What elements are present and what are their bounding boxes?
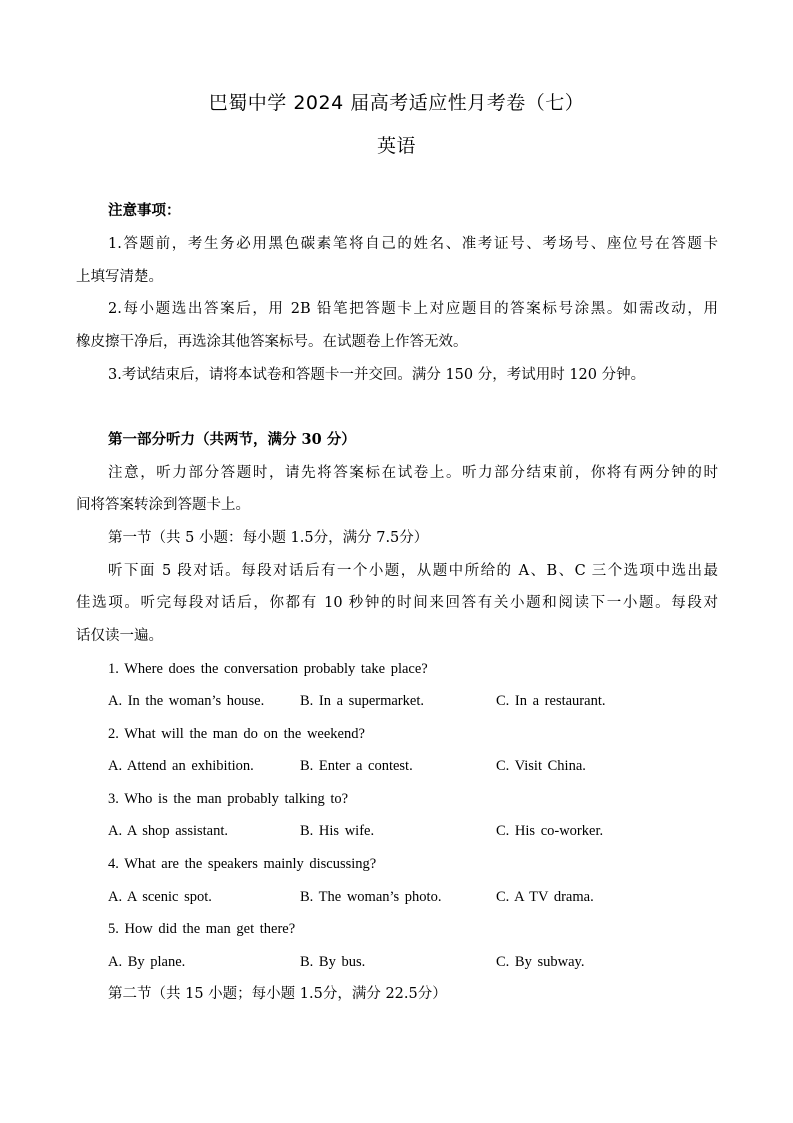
part1-heading: 第一部分听力（共两节，满分 30 分）	[108, 431, 356, 448]
question-5: 5. How did the man get there?	[108, 921, 296, 937]
question-1: 1. Where does the conversation probably take place?	[108, 661, 428, 677]
question-5-option-c: C. By subway.	[496, 954, 585, 970]
question-2-option-c: C. Visit China.	[496, 758, 586, 774]
subject-title: 英语	[376, 135, 416, 157]
part1-note-line-1: 注意，听力部分答题时，请先将答案标在试卷上。听力部分结束前，你将有两分钟的时	[108, 465, 718, 481]
notice-item-1-line-1: 1.答题前，考生务必用黑色碳素笔将自己的姓名、准考证号、考场号、座位号在答题卡	[108, 236, 718, 252]
question-4: 4. What are the speakers mainly discussing?	[108, 856, 377, 872]
question-1-option-c: C. In a restaurant.	[496, 693, 606, 709]
question-1-option-b: B. In a supermarket.	[300, 693, 424, 709]
question-3: 3. Who is the man probably talking to?	[108, 791, 349, 807]
part1-note-line-2: 间将答案转涂到答题卡上。	[76, 497, 250, 513]
question-3-option-c: C. His co-worker.	[496, 823, 604, 839]
exam-title: 巴蜀中学 2024 届高考适应性月考卷（七）	[208, 92, 585, 114]
section1-heading: 第一节（共 5 小题：每小题 1.5分，满分 7.5分）	[108, 530, 429, 546]
section1-instruction-line-3: 话仅读一遍。	[76, 628, 163, 644]
question-5-option-a: A. By plane.	[108, 954, 186, 970]
notice-heading: 注意事项：	[108, 202, 181, 219]
question-3-option-a: A. A shop assistant.	[108, 823, 228, 839]
question-3-option-b: B. His wife.	[300, 823, 375, 839]
notice-item-2-line-1: 2.每小题选出答案后，用 2B 铅笔把答题卡上对应题目的答案标号涂黑。如需改动，用	[108, 301, 718, 317]
question-4-option-a: A. A scenic spot.	[108, 889, 212, 905]
section2-heading: 第二节（共 15 小题；每小题 1.5分，满分 22.5分）	[108, 986, 447, 1002]
question-4-option-c: C. A TV drama.	[496, 889, 594, 905]
question-1-option-a: A. In the woman’s house.	[108, 693, 265, 709]
question-2: 2. What will the man do on the weekend?	[108, 726, 365, 742]
notice-item-1-line-2: 上填写清楚。	[76, 269, 163, 285]
question-2-option-a: A. Attend an exhibition.	[108, 758, 254, 774]
section1-instruction-line-2: 佳选项。听完每段对话后，你都有 10 秒钟的时间来回答有关小题和阅读下一小题。每段对	[76, 595, 718, 611]
question-2-option-b: B. Enter a contest.	[300, 758, 413, 774]
question-5-option-b: B. By bus.	[300, 954, 366, 970]
notice-item-2-line-2: 橡皮擦干净后，再选涂其他答案标号。在试题卷上作答无效。	[76, 334, 468, 350]
question-4-option-b: B. The woman’s photo.	[300, 889, 442, 905]
section1-instruction-line-1: 听下面 5 段对话。每段对话后有一个小题，从题中所给的 A、B、C 三个选项中选出最	[108, 563, 718, 579]
notice-item-3: 3.考试结束后，请将本试卷和答题卡一并交回。满分 150 分，考试用时 120 分钟。	[108, 367, 646, 383]
